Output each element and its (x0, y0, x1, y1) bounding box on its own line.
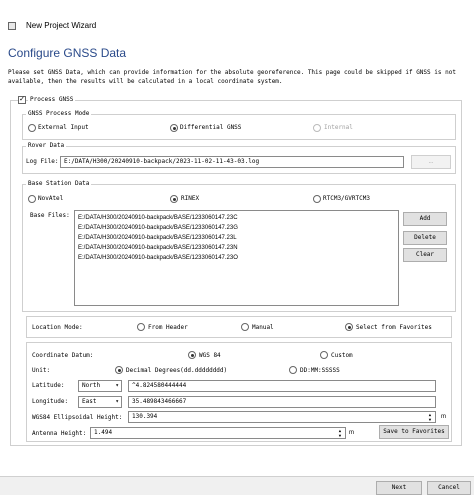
process-mode-title: GNSS Process Mode (28, 110, 90, 117)
rover-data-title: Rover Data (28, 142, 65, 149)
longitude-dir-value: East (82, 398, 97, 405)
from-header-label: From Header (148, 324, 188, 331)
list-item[interactable]: E:/DATA/H300/20240910-backpack/BASE/1233060147.23O (78, 255, 238, 261)
height-label: WGS84 Ellipsoidal Height: (32, 414, 123, 421)
internal-label: Internal (324, 124, 353, 131)
list-item[interactable]: E:/DATA/H300/20240910-backpack/BASE/1233060147.23G (78, 225, 238, 231)
decimal-degrees-radio[interactable] (115, 366, 123, 374)
favorites-radio[interactable] (345, 323, 353, 331)
latitude-label: Latitude: (32, 382, 65, 389)
process-gnss-label: Process GNSS (30, 96, 74, 103)
delete-button[interactable]: Delete (403, 231, 447, 245)
custom-label: Custom (331, 352, 353, 359)
from-header-radio[interactable] (137, 323, 145, 331)
location-mode-label: Location Mode: (32, 324, 83, 331)
antenna-value: 1.494 (94, 429, 113, 436)
height-spinner[interactable]: ▲ ▼ (428, 412, 432, 422)
longitude-dir-select[interactable] (78, 396, 122, 408)
rinex-label: RINEX (181, 195, 200, 202)
wgs84-radio[interactable] (188, 351, 196, 359)
window-title: New Project Wizard (26, 21, 97, 30)
list-item[interactable]: E:/DATA/H300/20240910-backpack/BASE/1233060147.23C (78, 215, 238, 221)
differential-gnss-radio[interactable] (170, 124, 178, 132)
list-item[interactable]: E:/DATA/H300/20240910-backpack/BASE/1233060147.23L (78, 235, 237, 241)
latitude-dir-value: North (82, 382, 101, 389)
chevron-down-icon: ▾ (115, 398, 119, 405)
log-file-browse-button[interactable]: ... (411, 155, 451, 169)
decimal-degrees-label: Decimal Degrees(dd.dddddddd) (126, 367, 228, 374)
list-item[interactable]: E:/DATA/H300/20240910-backpack/BASE/1233060147.23N (78, 245, 238, 251)
rinex-radio[interactable] (170, 195, 178, 203)
next-button[interactable]: Next (376, 481, 422, 495)
antenna-label: Antenna Height: (32, 430, 87, 437)
page-description: Please set GNSS Data, which can provide information for the absolute georeference. This page could be skipped if GNSS is not available, then the results will be calculated in a local coordinate system. (8, 69, 456, 85)
novatel-radio[interactable] (28, 195, 36, 203)
wgs84-label: WGS 84 (199, 352, 221, 359)
differential-gnss-label: Differential GNSS (180, 124, 242, 131)
height-unit: m (441, 414, 446, 420)
unit-label: Unit: (32, 367, 51, 374)
custom-radio[interactable] (320, 351, 328, 359)
manual-radio[interactable] (241, 323, 249, 331)
latitude-input[interactable]: ^4.824580444444 (128, 380, 436, 392)
external-input-radio[interactable] (28, 124, 36, 132)
page-heading: Configure GNSS Data (8, 46, 127, 60)
process-gnss-checkbox[interactable]: ✓ (19, 96, 25, 103)
chevron-down-icon: ▾ (115, 382, 119, 389)
save-to-favorites-button[interactable]: Save to Favorites (379, 425, 449, 439)
rtcm3-label: RTCM3/GVRTCM3 (323, 195, 370, 202)
longitude-input[interactable]: 35.489843466667 (128, 396, 436, 408)
cancel-button[interactable]: Cancel (427, 481, 471, 495)
dms-label: DD:MM:SSSSS (300, 367, 340, 374)
log-file-input[interactable]: E:/DATA/H300/20240910-backpack/2023-11-02-11-43-03.log (60, 156, 404, 168)
antenna-spinner[interactable]: ▲ ▼ (338, 428, 342, 438)
clear-button[interactable]: Clear (403, 248, 447, 262)
favorites-label: Select from Favorites (356, 324, 432, 331)
title-bar (0, 0, 474, 40)
longitude-label: Longitude: (32, 398, 69, 405)
app-icon (8, 22, 16, 30)
base-files-list[interactable] (74, 210, 399, 306)
log-file-label: Log File: (26, 158, 59, 165)
antenna-unit: m (349, 430, 354, 436)
base-station-title: Base Station Data (28, 180, 90, 187)
external-input-label: External Input (38, 124, 89, 131)
dms-radio[interactable] (289, 366, 297, 374)
internal-radio[interactable] (313, 124, 321, 132)
antenna-input[interactable] (90, 427, 346, 439)
height-input[interactable] (128, 411, 436, 423)
latitude-dir-select[interactable] (78, 380, 122, 392)
novatel-label: NovAtel (38, 195, 64, 202)
datum-label: Coordinate Datum: (32, 352, 94, 359)
add-button[interactable]: Add (403, 212, 447, 226)
manual-label: Manual (252, 324, 274, 331)
height-value: 130.394 (132, 413, 158, 420)
base-files-label: Base Files: (30, 212, 70, 219)
rtcm3-radio[interactable] (313, 195, 321, 203)
